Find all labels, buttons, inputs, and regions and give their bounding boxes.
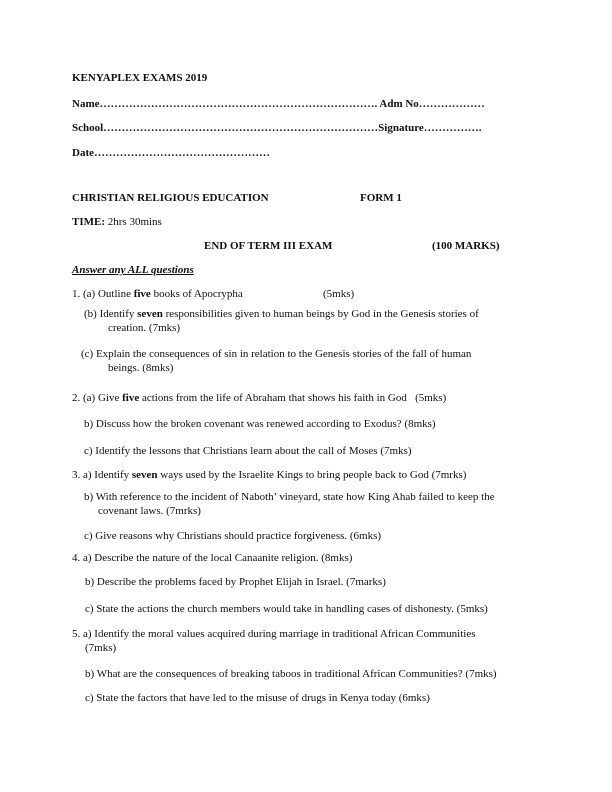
exam-title: KENYAPLEX EXAMS 2019 [72,72,208,84]
question-5c: c) State the factors that have led to the misuse of drugs in Kenya today (6mks) [85,692,430,704]
question-4b: b) Describe the problems faced by Prophet Elijah in Israel. (7marks) [85,576,386,588]
question-1c-cont: beings. (8mks) [108,362,174,374]
q-text: responsibilities given to human beings by God in the Genesis stories of [162,308,479,320]
q-text: 1. (a) Outline [72,288,134,300]
question-5a-cont: (7mks) [85,642,117,654]
date-field: Date………………………………………… [72,147,270,159]
subject-title: CHRISTIAN RELIGIOUS EDUCATION [72,192,269,204]
question-1c: (c) Explain the consequences of sin in relation to the Genesis stories of the fall of human [81,348,472,360]
question-5b: b) What are the consequences of breaking taboos in traditional African Communities? (7mks) [85,668,497,680]
q-text: ways used by the Israelite Kings to bring people back to God (7mrks) [157,469,467,481]
question-1a-marks: (5mks) [323,288,355,300]
q-text: books of Apocrypha [150,288,243,300]
question-3b: b) With reference to the incident of Naboth’ vineyard, state how King Ahab failed to keep the [84,491,495,503]
q-emphasis: five [133,288,151,300]
question-3c: c) Give reasons why Christians should practice forgiveness. (6mks) [84,530,382,542]
question-3a [72,468,466,482]
q-emphasis: seven [131,469,158,481]
question-4c: c) State the actions the church members would take in handling cases of dishonesty. (5mks) [85,603,488,615]
question-3b-cont: covenant laws. (7mrks) [98,505,201,517]
q-emphasis: seven [137,308,163,320]
school-field: School…………………………………………………………………Signature……………. [72,122,482,134]
instruction: Answer any ALL questions [72,264,194,276]
q-text: 2. (a) Give [72,392,123,404]
time-label: TIME: [72,216,105,228]
question-1a [72,287,243,301]
q-text: (b) Identify [84,308,138,320]
question-1b [84,307,479,321]
q-emphasis: five [122,392,140,404]
question-4a: 4. a) Describe the nature of the local Canaanite religion. (8mks) [72,552,353,564]
q-text: actions from the life of Abraham that shows his faith in God (5mks) [139,392,447,404]
name-field: Name…………………………………………………………………. Adm No……………… [72,98,485,110]
question-5a: 5. a) Identify the moral values acquired during marriage in traditional African Communities [72,628,476,640]
form-label: FORM 1 [360,192,402,204]
time-value: 2hrs 30mins [105,216,162,228]
exam-name: END OF TERM III EXAM [204,240,333,252]
question-2a [72,391,446,405]
question-2c: c) Identify the lessons that Christians learn about the call of Moses (7mks) [84,445,412,457]
time-line [72,215,162,229]
question-1b-cont: creation. (7mks) [108,322,181,334]
q-text: 3. a) Identify [72,469,132,481]
total-marks: (100 MARKS) [432,240,500,252]
question-2b: b) Discuss how the broken covenant was renewed according to Exodus? (8mks) [84,418,436,430]
